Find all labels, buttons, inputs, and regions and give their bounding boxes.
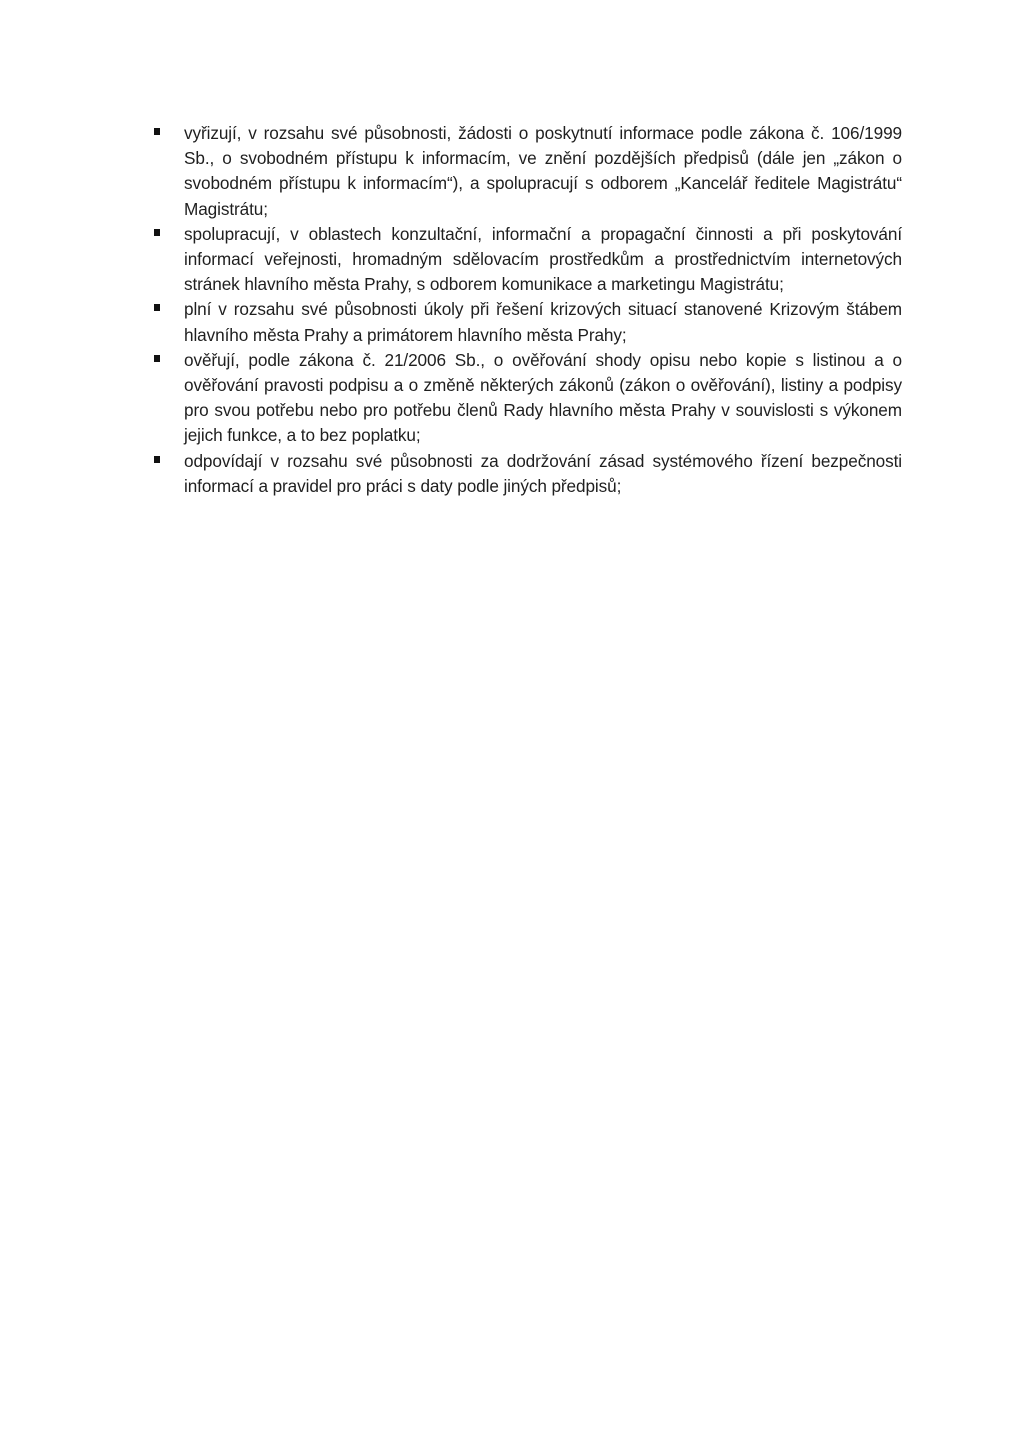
list-item [152, 222, 902, 298]
list-item-text: odpovídají v rozsahu své působnosti za dodržování zásad systémového řízení bezpečnosti informací a pravidel pro práci s daty podle jiných předpisů; [184, 450, 902, 496]
square-bullet-icon [154, 229, 160, 236]
list-item [152, 449, 902, 499]
square-bullet-icon [154, 128, 160, 135]
list-item [152, 121, 902, 222]
list-item-text: vyřizují, v rozsahu své působnosti, žádosti o poskytnutí informace podle zákona č. 106/1999 Sb., o svobodném přístupu k informacím, ve znění pozdějších předpisů (dále jen „zákon o svobodném přístupu k informacím“), a spolupracují s odborem „Kancelář ředitele Magistrátu“ Magistrátu; [184, 123, 902, 219]
list-item-text: plní v rozsahu své působnosti úkoly při řešení krizových situací stanovené Krizovým štábem hlavního města Prahy a primátorem hlavního města Prahy; [184, 299, 902, 345]
bullet-list [152, 121, 902, 499]
list-item [152, 297, 902, 347]
square-bullet-icon [154, 456, 160, 463]
list-item-text: ověřují, podle zákona č. 21/2006 Sb., o ověřování shody opisu nebo kopie s listinou a o ověřování pravosti podpisu a o změně některých zákonů (zákon o ověřování), listiny a podpisy pro svou potřebu nebo pro potřebu členů Rady hlavního města Prahy v souvislosti s výkonem jejich funkce, a to bez poplatku; [184, 349, 902, 446]
square-bullet-icon [154, 304, 160, 311]
list-item-text: spolupracují, v oblastech konzultační, informační a propagační činnosti a při poskytování informací veřejnosti, hromadným sdělovacím prostředkům a prostřednictvím internetových stránek hlavního města Prahy, s odborem komunikace a marketingu Magistrátu; [184, 223, 902, 295]
list-item [152, 348, 902, 449]
square-bullet-icon [154, 355, 160, 362]
